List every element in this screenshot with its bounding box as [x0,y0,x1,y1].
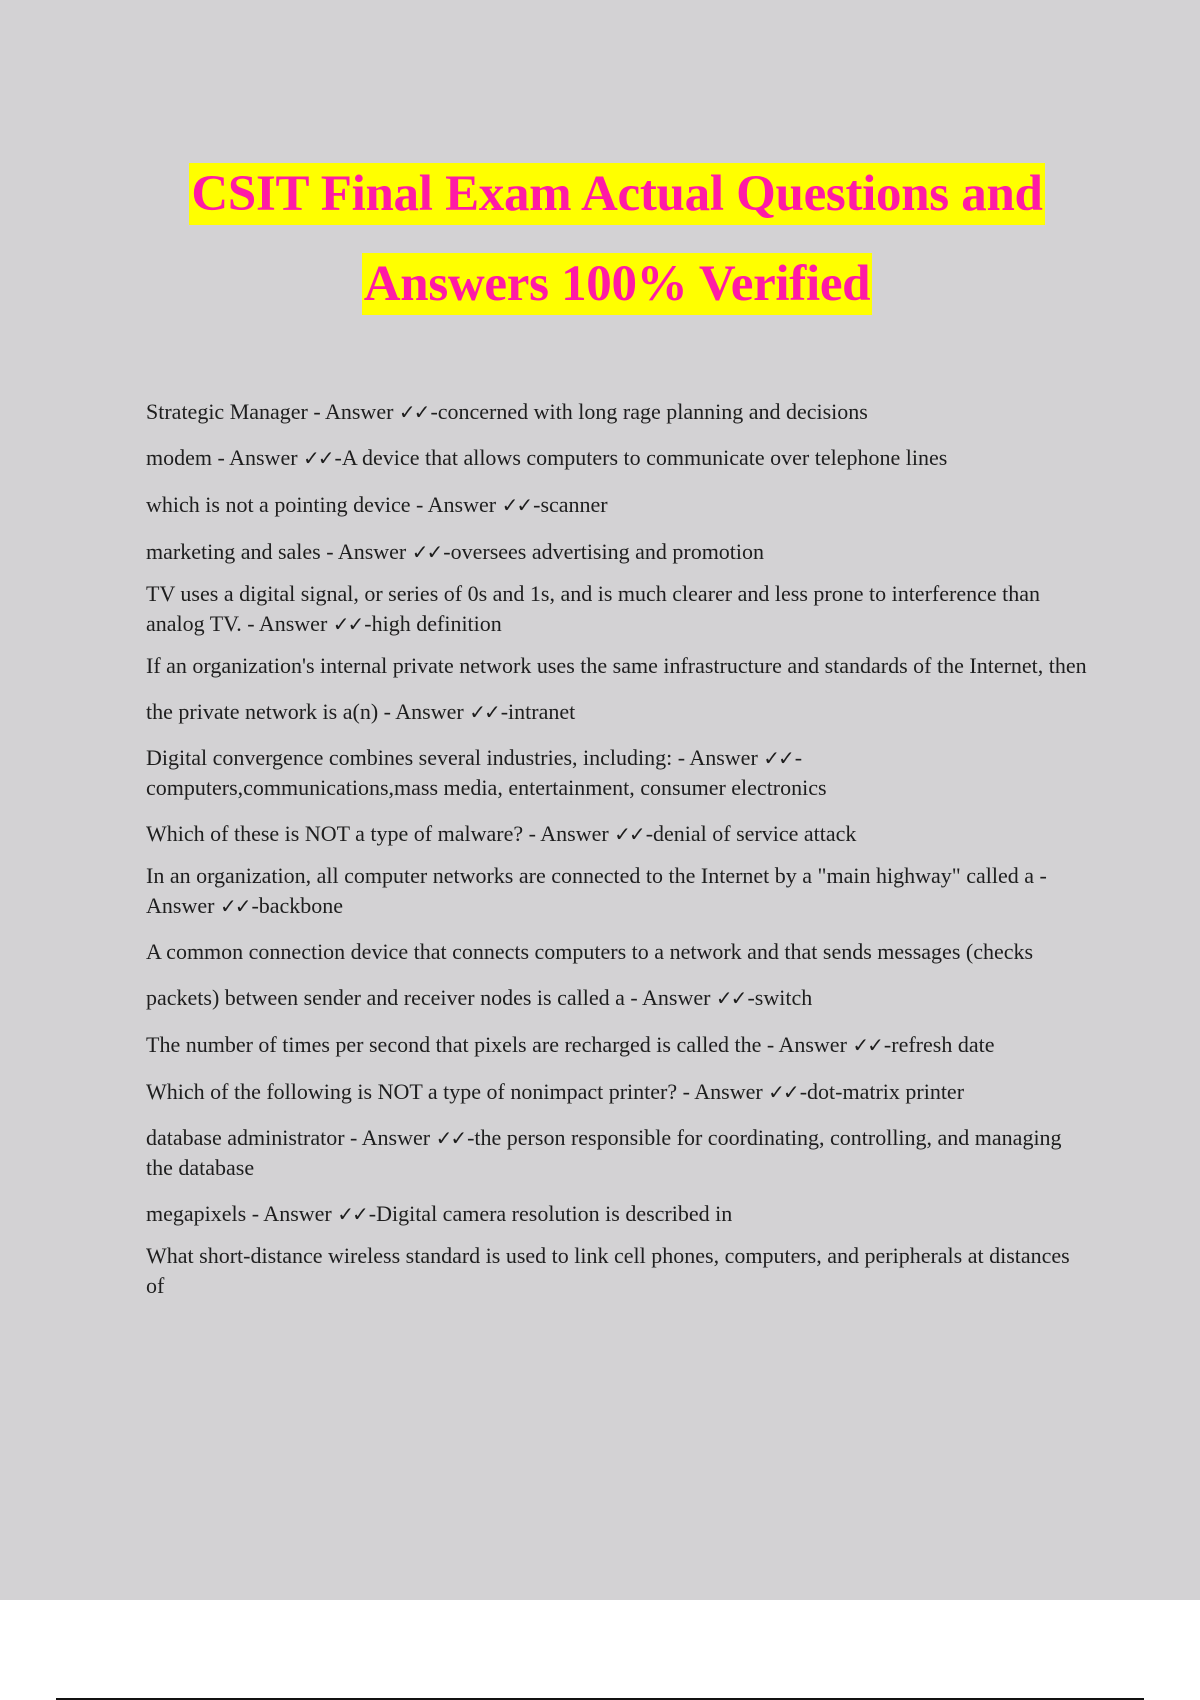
qa-item [146,983,1092,1013]
qa-item [146,1123,1092,1183]
qa-question: Which of the following is NOT a type of nonimpact printer? - Answer [146,1079,769,1104]
document-title [0,163,1200,315]
double-check-icon: ✓✓ [501,493,532,517]
double-check-icon: ✓✓ [435,1126,466,1150]
qa-answer: -intranet [500,699,576,724]
qa-answer: -A device that allows computers to communicate over telephone lines [334,445,948,470]
qa-question: the private network is a(n) - Answer [146,699,470,724]
double-check-icon: ✓✓ [303,446,333,470]
qa-question: database administrator - Answer [146,1125,436,1150]
double-check-icon: ✓✓ [332,612,363,636]
double-check-icon: ✓✓ [469,700,499,724]
qa-question: marketing and sales - Answer [146,539,412,564]
title-line-2: Answers 100% Verified [362,253,873,315]
qa-answer: -Digital camera resolution is described in [368,1201,733,1226]
qa-item [146,819,1092,849]
qa-question: megapixels - Answer [146,1201,338,1226]
qa-answer: -refresh date [883,1032,995,1057]
double-check-icon: ✓✓ [219,894,250,918]
double-check-icon: ✓✓ [763,746,793,770]
double-check-icon: ✓✓ [852,1033,882,1057]
qa-question: which is not a pointing device - Answer [146,492,502,517]
qa-question: Strategic Manager - Answer [146,399,399,424]
qa-item [146,1199,1092,1229]
qa-question: Which of these is NOT a type of malware? - Answer [146,821,615,846]
qa-question: The number of times per second that pixels are recharged is called the - Answer [146,1032,853,1057]
qa-question: If an organization's internal private network uses the same infrastructure and standards of the Internet, then [146,653,1087,678]
qa-item [146,743,1092,803]
title-line-1: CSIT Final Exam Actual Questions and [189,163,1044,225]
qa-question: modem - Answer [146,445,304,470]
qa-answer: -oversees advertising and promotion [443,539,765,564]
qa-item [146,1077,1092,1107]
qa-item [146,537,1092,567]
qa-answer: -backbone [251,893,344,918]
qa-item [146,937,1092,967]
qa-question: What short-distance wireless standard is used to link cell phones, computers, and peripherals at distances of [146,1243,1070,1298]
double-check-icon: ✓✓ [614,822,644,846]
qa-item [146,1030,1092,1060]
qa-question: In an organization, all computer networks are connected to the Internet by a "main highway" called a - Answer [146,863,1047,918]
qa-item [146,443,1092,473]
qa-answer: -dot-matrix printer [799,1079,965,1104]
qa-answer: -switch [747,985,813,1010]
qa-list [146,397,1092,1301]
double-check-icon: ✓✓ [398,400,429,424]
qa-answer: -concerned with long rage planning and decisions [430,399,868,424]
double-check-icon: ✓✓ [411,540,442,564]
double-check-icon: ✓✓ [715,986,746,1010]
qa-question: A common connection device that connects computers to a network and that sends messages (checks [146,939,1034,964]
double-check-icon: ✓✓ [768,1080,798,1104]
qa-item [146,861,1092,921]
qa-item [146,490,1092,520]
qa-question: packets) between sender and receiver nodes is called a - Answer [146,985,716,1010]
qa-item [146,397,1092,427]
qa-item [146,1241,1092,1301]
qa-answer: -the person responsible for coordinating, controlling, and managing the database [146,1125,1062,1180]
qa-answer: -scanner [533,492,608,517]
double-check-icon: ✓✓ [337,1202,367,1226]
qa-answer: -high definition [364,611,502,636]
qa-item [146,697,1092,727]
qa-answer: -denial of service attack [645,821,857,846]
qa-answer: - computers,communications,mass media, entertainment, consumer electronics [146,745,827,800]
qa-question: TV uses a digital signal, or series of 0s and 1s, and is much clearer and less prone to interference than analog TV. - Answer [146,581,1040,636]
qa-question: Digital convergence combines several industries, including: - Answer [146,745,764,770]
qa-item [146,651,1092,681]
qa-item [146,579,1092,639]
